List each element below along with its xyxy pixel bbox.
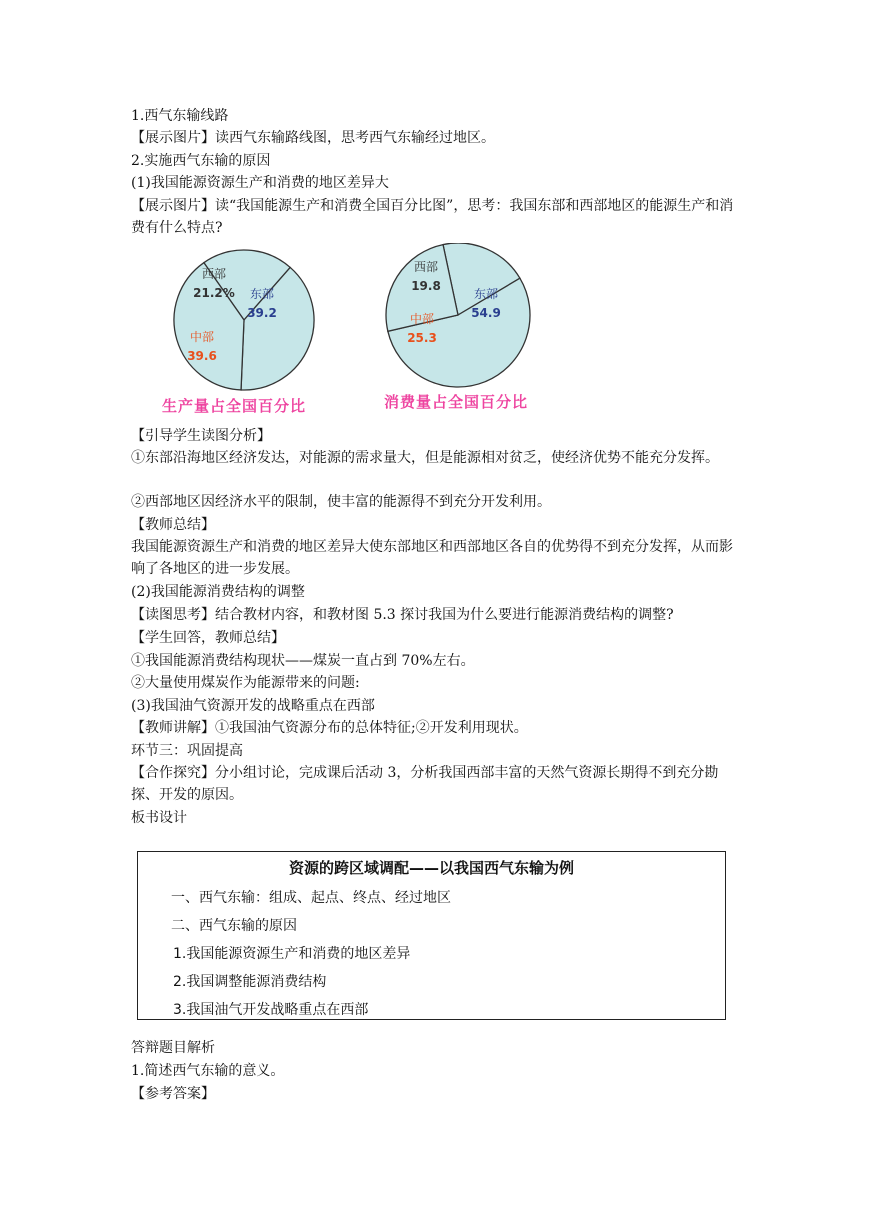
- pie-slice-value: 21.2%: [193, 286, 235, 300]
- text-line: (2)我国能源消费结构的调整: [131, 584, 305, 600]
- board-item: 2.我国调整能源消费结构: [173, 974, 327, 990]
- pie-slice-value: 39.6: [187, 349, 217, 363]
- production-pie-chart: [162, 248, 324, 416]
- text-line: 1.西气东输线路: [131, 108, 229, 124]
- text-line: ②大量使用煤炭作为能源带来的问题:: [131, 675, 360, 691]
- text-line: 【教师总结】: [131, 517, 215, 533]
- text-line: 【读图思考】结合教材内容，和教材图 5.3 探讨我国为什么要进行能源消费结构的调整?: [131, 607, 674, 623]
- text-paragraph: ①东部沿海地区经济发达，对能源的需求量大，但是能源相对贫乏，使经济优势不能充分发挥。: [131, 450, 719, 466]
- text-line: 【学生回答，教师总结】: [131, 630, 285, 646]
- text-line: (3)我国油气资源开发的战略重点在西部: [131, 698, 375, 714]
- board-item: 1.我国能源资源生产和消费的地区差异: [173, 946, 411, 962]
- text-line: 【展示图片】读西气东输路线图，思考西气东输经过地区。: [131, 130, 495, 146]
- pie-slice-label: 西部: [413, 260, 439, 274]
- production-pie-svg: [162, 248, 324, 398]
- text-line: 【教师讲解】①我国油气资源分布的总体特征;②开发利用现状。: [131, 720, 528, 736]
- production-pie-caption: 生产量占全国百分比: [162, 397, 307, 415]
- text-paragraph: 【展示图片】读“我国能源生产和消费全国百分比图”，思考：我国东部和西部地区的能源生产和消费有什么特点?: [131, 198, 734, 236]
- pie-slice-label: 东部: [249, 287, 275, 301]
- pie-slice-label: 中部: [189, 330, 215, 344]
- text-line: (1)我国能源资源生产和消费的地区差异大: [131, 175, 389, 191]
- text-paragraph: 我国能源资源生产和消费的地区差异大使东部地区和西部地区各自的优势得不到充分发挥，从而影响了各地区的进一步发展。: [131, 539, 733, 577]
- text-line: 环节三：巩固提高: [131, 743, 243, 759]
- consumption-pie-caption: 消费量占全国百分比: [384, 393, 529, 411]
- board-design-box: [137, 851, 726, 1020]
- text-line: 2.实施西气东输的原因: [131, 153, 271, 169]
- consumption-pie-chart: [378, 243, 538, 415]
- pie-slice-value: 25.3: [407, 331, 437, 345]
- text-line: 【参考答案】: [131, 1086, 215, 1102]
- consumption-pie-svg: [378, 243, 538, 391]
- text-line: 答辩题目解析: [131, 1040, 215, 1056]
- board-item: 一、西气东输：组成、起点、终点、经过地区: [171, 890, 451, 906]
- text-line: ①我国能源消费结构现状——煤炭一直占到 70%左右。: [131, 653, 475, 669]
- board-item: 二、西气东输的原因: [171, 918, 297, 934]
- board-item: 3.我国油气开发战略重点在西部: [173, 1002, 369, 1018]
- pie-slice-value: 19.8: [411, 279, 441, 293]
- pie-slice-label: 中部: [409, 312, 435, 326]
- pie-slice-value: 54.9: [471, 306, 501, 320]
- text-line: 板书设计: [131, 810, 187, 826]
- pie-slice-label: 东部: [473, 287, 499, 301]
- text-line: 【引导学生读图分析】: [131, 428, 271, 444]
- text-paragraph: 【合作探究】分小组讨论，完成课后活动 3，分析我国西部丰富的天然气资源长期得不到充分勘探、开发的原因。: [131, 765, 719, 803]
- text-line: 1.简述西气东输的意义。: [131, 1063, 285, 1079]
- pie-slice-value: 39.2: [247, 306, 277, 320]
- text-line: ②西部地区因经济水平的限制，使丰富的能源得不到充分开发利用。: [131, 494, 551, 510]
- board-title: 资源的跨区域调配——以我国西气东输为例: [288, 859, 574, 877]
- pie-slice-label: 西部: [201, 267, 227, 281]
